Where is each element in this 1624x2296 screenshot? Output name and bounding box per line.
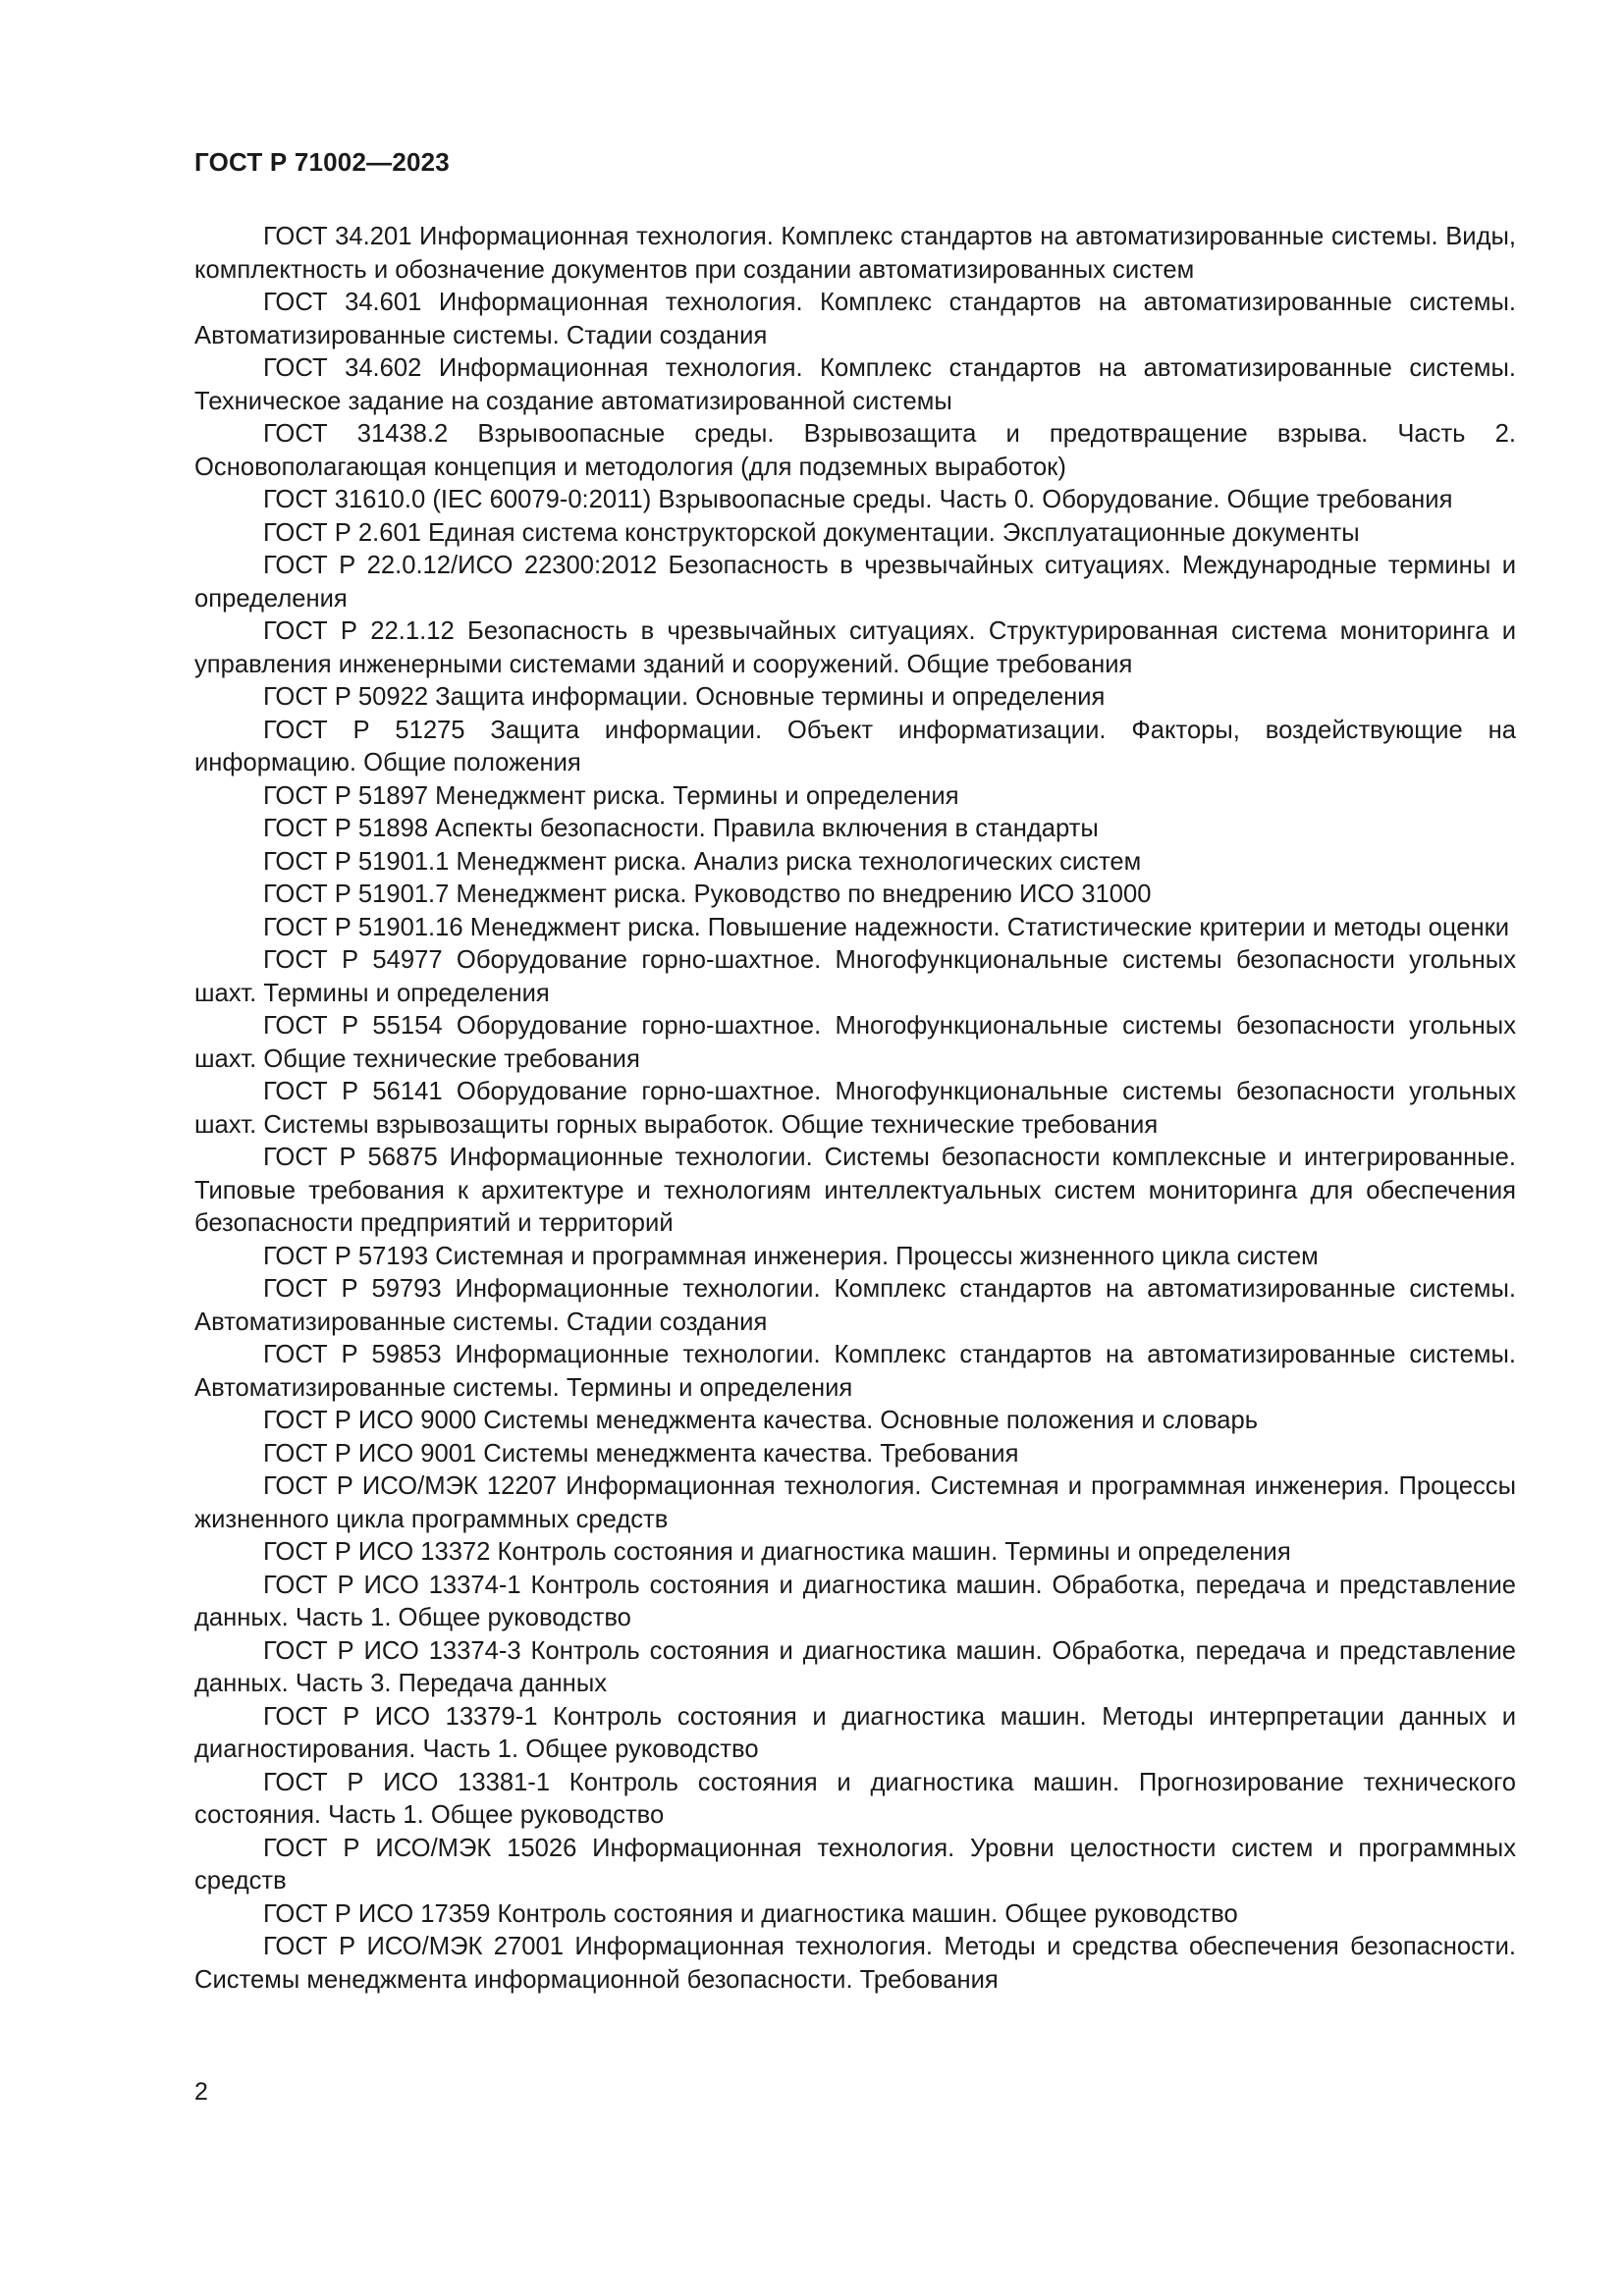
reference-item: ГОСТ Р ИСО/МЭК 27001 Информационная технология. Методы и средства обеспечения безопасности. Системы менеджмента информационной безопасности. Требования [194, 1933, 1516, 1994]
reference-item: ГОСТ 31438.2 Взрывоопасные среды. Взрывозащита и предотвращение взрыва. Часть 2. Основополагающая концепция и методология (для подземных выработок) [194, 420, 1516, 481]
page-number: 2 [194, 2078, 208, 2106]
reference-item: ГОСТ Р 50922 Защита информации. Основные термины и определения [263, 683, 1106, 711]
reference-item: ГОСТ 34.601 Информационная технология. Комплекс стандартов на автоматизированные системы. Автоматизированные системы. Стадии создания [194, 289, 1516, 349]
reference-item: ГОСТ Р 22.0.12/ИСО 22300:2012 Безопасность в чрезвычайных ситуациях. Международные термины и определения [194, 552, 1516, 613]
reference-item: ГОСТ Р ИСО 9001 Системы менеджмента качества. Требования [263, 1439, 1019, 1468]
reference-item: ГОСТ Р 51901.16 Менеджмент риска. Повышение надежности. Статистические критерии и методы оценки [263, 913, 1510, 941]
reference-item: ГОСТ 34.201 Информационная технология. Комплекс стандартов на автоматизированные системы. Виды, комплектность и обозначение документов при создании автоматизированных систем [194, 223, 1516, 284]
reference-item: ГОСТ Р 51897 Менеджмент риска. Термины и определения [263, 781, 959, 810]
reference-item: ГОСТ Р ИСО/МЭК 12207 Информационная технология. Системная и программная инженерия. Процессы жизненного цикла программных средств [194, 1472, 1516, 1533]
document-code-header: ГОСТ Р 71002—2023 [194, 147, 450, 177]
reference-item: ГОСТ 34.602 Информационная технология. Комплекс стандартов на автоматизированные системы. Техническое задание на создание автоматизированной системы [194, 354, 1516, 415]
reference-item: ГОСТ Р ИСО 13374-1 Контроль состояния и диагностика машин. Обработка, передача и представление данных. Часть 1. Общее руководство [194, 1571, 1516, 1631]
reference-item: ГОСТ Р ИСО 13381-1 Контроль состояния и диагностика машин. Прогнозирование технического состояния. Часть 1. Общее руководство [194, 1768, 1516, 1829]
reference-item: ГОСТ Р ИСО/МЭК 15026 Информационная технология. Уровни целостности систем и программных средств [194, 1834, 1516, 1895]
normative-references-list [194, 221, 1516, 1997]
reference-item: ГОСТ Р ИСО 17359 Контроль состояния и диагностика машин. Общее руководство [263, 1899, 1238, 1928]
reference-item: ГОСТ Р 54977 Оборудование горно-шахтное. Многофункциональные системы безопасности угольных шахт. Термины и определения [194, 946, 1516, 1007]
reference-item: ГОСТ Р 56141 Оборудование горно-шахтное. Многофункциональные системы безопасности угольных шахт. Системы взрывозащиты горных выработок. Общие технические требования [194, 1078, 1516, 1139]
reference-item: ГОСТ Р 51901.7 Менеджмент риска. Руководство по внедрению ИСО 31000 [263, 881, 1152, 908]
reference-item: ГОСТ Р ИСО 13379-1 Контроль состояния и диагностика машин. Методы интерпретации данных и диагностирования. Часть 1. Общее руководство [194, 1702, 1516, 1763]
reference-item: ГОСТ Р ИСО 13374-3 Контроль состояния и диагностика машин. Обработка, передача и представление данных. Часть 3. Передача данных [194, 1636, 1516, 1697]
reference-item: ГОСТ Р ИСО 9000 Системы менеджмента качества. Основные положения и словарь [263, 1407, 1259, 1434]
reference-item: ГОСТ Р 59793 Информационные технологии. Комплекс стандартов на автоматизированные системы. Автоматизированные системы. Стадии создания [194, 1275, 1516, 1336]
reference-item: ГОСТ Р 55154 Оборудование горно-шахтное. Многофункциональные системы безопасности угольных шахт. Общие технические требования [194, 1012, 1516, 1073]
reference-item: ГОСТ Р 57193 Системная и программная инженерия. Процессы жизненного цикла систем [263, 1242, 1319, 1270]
reference-item: ГОСТ Р 51275 Защита информации. Объект информатизации. Факторы, воздействующие на информацию. Общие положения [194, 716, 1516, 776]
reference-item: ГОСТ Р 59853 Информационные технологии. Комплекс стандартов на автоматизированные системы. Автоматизированные системы. Термины и определения [194, 1341, 1516, 1402]
reference-item: ГОСТ Р 51898 Аспекты безопасности. Правила включения в стандарты [263, 815, 1099, 842]
reference-item: ГОСТ Р 51901.1 Менеджмент риска. Анализ риска технологических систем [263, 847, 1142, 876]
reference-item: ГОСТ Р 22.1.12 Безопасность в чрезвычайных ситуациях. Структурированная система мониторинга и управления инженерными системами зданий и сооружений. Общие требования [194, 617, 1516, 678]
reference-item: ГОСТ 31610.0 (IEC 60079-0:2011) Взрывоопасные среды. Часть 0. Оборудование. Общие требования [263, 486, 1453, 513]
reference-item: ГОСТ Р 2.601 Единая система конструкторской документации. Эксплуатационные документы [263, 518, 1360, 547]
reference-item: ГОСТ Р ИСО 13372 Контроль состояния и диагностика машин. Термины и определения [263, 1538, 1291, 1566]
reference-item: ГОСТ Р 56875 Информационные технологии. Системы безопасности комплексные и интегрированные. Типовые требования к архитектуре и технологиям интеллектуальных систем мониторинга для обеспечения безопасности предприятий и территорий [194, 1144, 1516, 1237]
